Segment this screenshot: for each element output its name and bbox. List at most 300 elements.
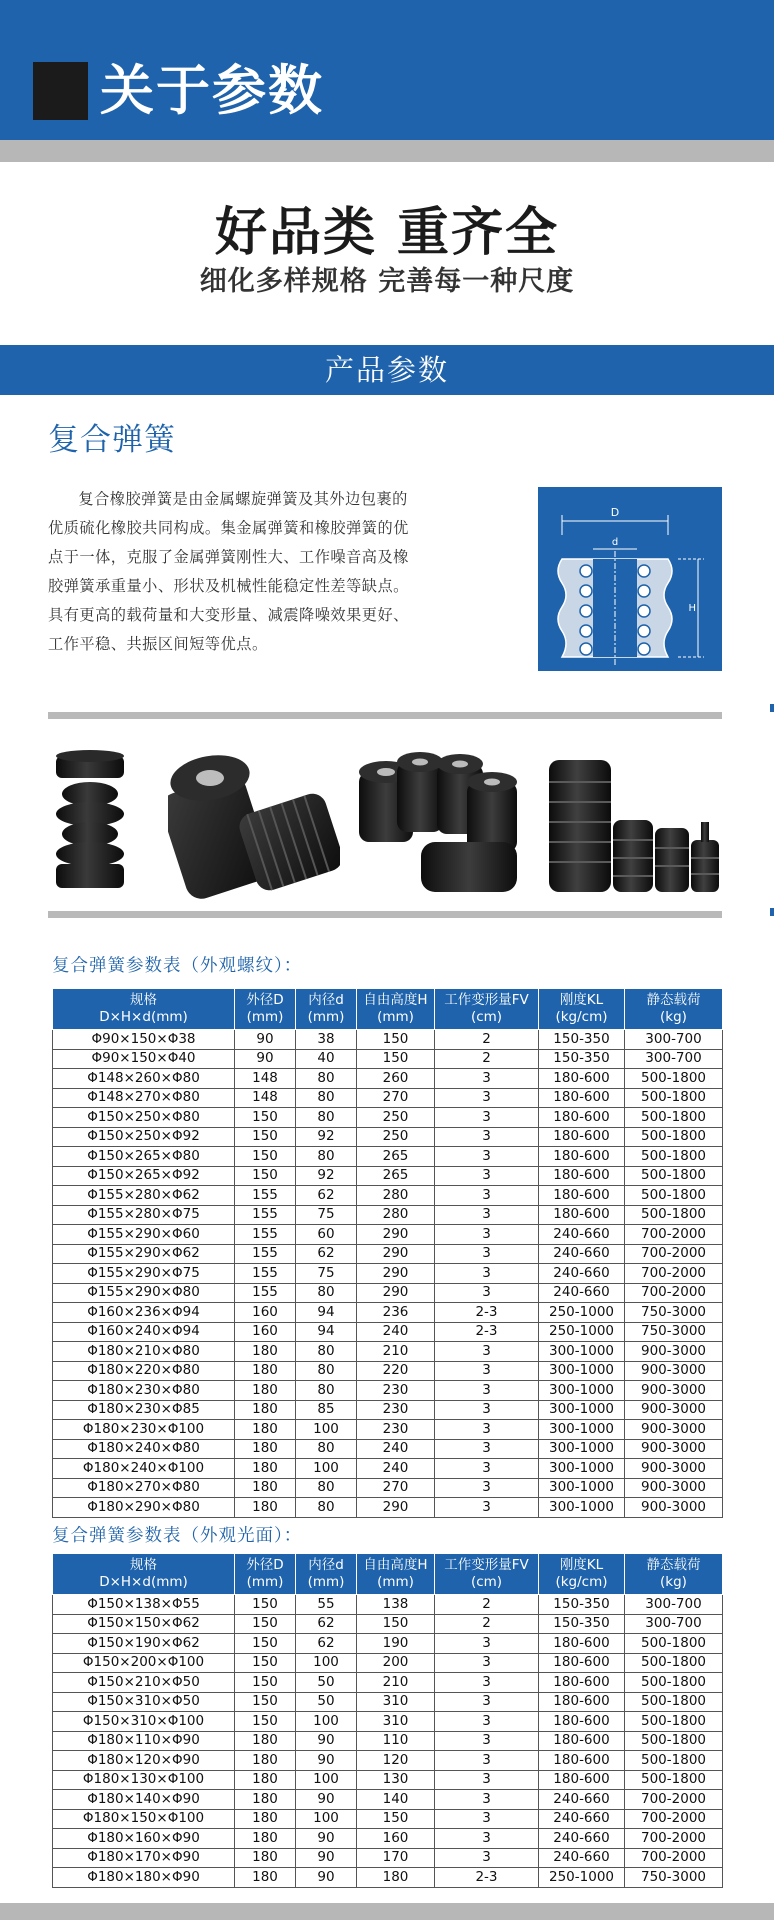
table-cell: 280: [357, 1205, 435, 1225]
table-cell: 150: [235, 1614, 296, 1634]
table-cell: 240: [357, 1459, 435, 1479]
divider-bottom: [48, 911, 722, 918]
table-cell: 290: [357, 1498, 435, 1518]
table-row: [53, 1361, 723, 1381]
table-cell: 300-1000: [539, 1478, 625, 1498]
table-cell: 3: [435, 1653, 539, 1673]
table-cell: 155: [235, 1205, 296, 1225]
product-name: 复合弹簧: [48, 422, 176, 458]
table-cell: 180-600: [539, 1731, 625, 1751]
table-cell: 290: [357, 1244, 435, 1264]
table-cell: 80: [296, 1088, 357, 1108]
table-cell: 150: [235, 1673, 296, 1693]
table-cell: 3: [435, 1829, 539, 1849]
table-cell: 180: [235, 1459, 296, 1479]
column-header: [357, 989, 435, 1030]
table-cell: 50: [296, 1692, 357, 1712]
table-cell: Φ180×160×Φ90: [53, 1829, 235, 1849]
table-cell: 80: [296, 1361, 357, 1381]
table-cell: 3: [435, 1127, 539, 1147]
table-cell: 148: [235, 1069, 296, 1089]
table-cell: 155: [235, 1264, 296, 1284]
table-cell: 92: [296, 1166, 357, 1186]
column-header-unit: (kg/cm): [555, 1009, 608, 1025]
table-cell: 150: [235, 1712, 296, 1732]
table-cell: 100: [296, 1712, 357, 1732]
table-cell: 500-1800: [625, 1205, 723, 1225]
table-cell: 500-1800: [625, 1088, 723, 1108]
column-header-title: 静态载荷: [646, 992, 701, 1008]
table-cell: 90: [235, 1049, 296, 1069]
table-cell: 3: [435, 1809, 539, 1829]
table-row: [53, 1731, 723, 1751]
table-cell: 180: [235, 1498, 296, 1518]
table-row: [53, 1420, 723, 1440]
table-cell: 3: [435, 1673, 539, 1693]
table-cell: 290: [357, 1283, 435, 1303]
table-cell: 180: [235, 1420, 296, 1440]
table-cell: 500-1800: [625, 1166, 723, 1186]
table-cell: 120: [357, 1751, 435, 1771]
table-cell: 3: [435, 1225, 539, 1245]
table-cell: 240-660: [539, 1848, 625, 1868]
column-header-unit: (mm): [307, 1009, 345, 1025]
table-cell: 3: [435, 1634, 539, 1654]
column-header: [296, 1554, 357, 1595]
table-cell: 700-2000: [625, 1790, 723, 1810]
table-cell: Φ150×210×Φ50: [53, 1673, 235, 1693]
table-cell: 180: [235, 1381, 296, 1401]
table-row: [53, 1498, 723, 1518]
table-cell: 140: [357, 1790, 435, 1810]
table-cell: Φ90×150×Φ40: [53, 1049, 235, 1069]
table-cell: 62: [296, 1634, 357, 1654]
table-cell: 900-3000: [625, 1361, 723, 1381]
table-row: [53, 1751, 723, 1771]
table-cell: 3: [435, 1166, 539, 1186]
table-cell: Φ180×220×Φ80: [53, 1361, 235, 1381]
table-cell: 150: [235, 1127, 296, 1147]
table-cell: 300-700: [625, 1614, 723, 1634]
table-row: [53, 1381, 723, 1401]
table-cell: 160: [235, 1322, 296, 1342]
table-cell: 240-660: [539, 1225, 625, 1245]
table-cell: Φ155×290×Φ75: [53, 1264, 235, 1284]
table-cell: 900-3000: [625, 1420, 723, 1440]
table-cell: 155: [235, 1186, 296, 1206]
table-cell: Φ150×150×Φ62: [53, 1614, 235, 1634]
table-cell: 310: [357, 1712, 435, 1732]
table-cell: 500-1800: [625, 1770, 723, 1790]
table-row: [53, 1225, 723, 1245]
table-cell: 240-660: [539, 1283, 625, 1303]
table-cell: 90: [296, 1790, 357, 1810]
table-cell: 750-3000: [625, 1322, 723, 1342]
table-cell: 700-2000: [625, 1848, 723, 1868]
table-cell: 900-3000: [625, 1498, 723, 1518]
table-cell: Φ180×140×Φ90: [53, 1790, 235, 1810]
table-row: [53, 1595, 723, 1615]
table-cell: 900-3000: [625, 1439, 723, 1459]
table-cell: Φ155×280×Φ75: [53, 1205, 235, 1225]
table-cell: Φ160×236×Φ94: [53, 1303, 235, 1323]
column-header-unit: (mm): [246, 1574, 284, 1590]
table-cell: 500-1800: [625, 1634, 723, 1654]
table-row: [53, 1459, 723, 1479]
table-cell: 180-600: [539, 1069, 625, 1089]
table-cell: 90: [296, 1731, 357, 1751]
table-cell: 3: [435, 1848, 539, 1868]
table-cell: Φ160×240×Φ94: [53, 1322, 235, 1342]
table-cell: 3: [435, 1186, 539, 1206]
table-cell: 240: [357, 1439, 435, 1459]
table-cell: Φ155×290×Φ80: [53, 1283, 235, 1303]
table-cell: 150: [235, 1653, 296, 1673]
table-row: [53, 1283, 723, 1303]
table-cell: Φ150×250×Φ80: [53, 1108, 235, 1128]
table-cell: 240-660: [539, 1244, 625, 1264]
table-cell: 210: [357, 1673, 435, 1693]
table-cell: 150: [357, 1030, 435, 1050]
table-cell: 3: [435, 1108, 539, 1128]
table-cell: 3: [435, 1692, 539, 1712]
table-row: [53, 1030, 723, 1050]
table-row: [53, 1127, 723, 1147]
table-cell: 2-3: [435, 1868, 539, 1888]
table-cell: 3: [435, 1400, 539, 1420]
section-bar-label: 产品参数: [324, 353, 449, 387]
table-cell: 2: [435, 1614, 539, 1634]
table-cell: 3: [435, 1790, 539, 1810]
table-cell: 250-1000: [539, 1303, 625, 1323]
table-cell: 90: [296, 1829, 357, 1849]
table-cell: Φ180×180×Φ90: [53, 1868, 235, 1888]
column-header: [357, 1554, 435, 1595]
table-cell: 85: [296, 1400, 357, 1420]
slogan-sub: 细化多样规格 完善每一种尺度: [199, 266, 575, 297]
column-header-title: 刚度KL: [559, 1557, 604, 1573]
table-cell: Φ180×230×Φ100: [53, 1420, 235, 1440]
column-header-title: 外径D: [246, 992, 284, 1008]
spring-cross-section-diagram: [538, 487, 722, 671]
table-row: [53, 1653, 723, 1673]
table-cell: 100: [296, 1459, 357, 1479]
table-cell: 180-600: [539, 1653, 625, 1673]
table-cell: Φ180×290×Φ80: [53, 1498, 235, 1518]
table-cell: 150-350: [539, 1595, 625, 1615]
table-cell: 90: [296, 1751, 357, 1771]
table-cell: 80: [296, 1147, 357, 1167]
product-photo-spring-sizes: [545, 742, 720, 900]
table-cell: Φ150×250×Φ92: [53, 1127, 235, 1147]
table-row: [53, 1770, 723, 1790]
column-header-title: 规格: [130, 992, 157, 1008]
table-cell: 300-700: [625, 1049, 723, 1069]
table-cell: 236: [357, 1303, 435, 1323]
table-cell: 230: [357, 1420, 435, 1440]
table-cell: 265: [357, 1166, 435, 1186]
column-header-unit: (cm): [470, 1574, 503, 1590]
table-cell: 3: [435, 1088, 539, 1108]
column-header: [296, 989, 357, 1030]
table-cell: 180-600: [539, 1712, 625, 1732]
table-cell: 3: [435, 1459, 539, 1479]
table-cell: 38: [296, 1030, 357, 1050]
table-cell: Φ155×290×Φ62: [53, 1244, 235, 1264]
spec-table-threaded: [52, 988, 723, 1518]
table-cell: 180-600: [539, 1186, 625, 1206]
table-cell: 2-3: [435, 1303, 539, 1323]
table-row: [53, 1692, 723, 1712]
table-cell: 900-3000: [625, 1459, 723, 1479]
table-cell: 230: [357, 1381, 435, 1401]
column-header-title: 工作变形量FV: [444, 992, 529, 1008]
column-header-title: 刚度KL: [559, 992, 604, 1008]
table-cell: 310: [357, 1692, 435, 1712]
table1-title: 复合弹簧参数表（外观螺纹）：: [52, 956, 303, 976]
table-cell: 60: [296, 1225, 357, 1245]
table-cell: 110: [357, 1731, 435, 1751]
table-cell: 150: [357, 1809, 435, 1829]
table-cell: 180-600: [539, 1166, 625, 1186]
column-header-title: 外径D: [246, 1557, 284, 1573]
column-header-unit: (mm): [307, 1574, 345, 1590]
table-cell: Φ150×200×Φ100: [53, 1653, 235, 1673]
table-cell: Φ148×270×Φ80: [53, 1088, 235, 1108]
table-cell: 3: [435, 1069, 539, 1089]
table-cell: 3: [435, 1478, 539, 1498]
table-cell: 150: [235, 1147, 296, 1167]
table-cell: 300-1000: [539, 1420, 625, 1440]
diagram-label-height: H: [688, 603, 696, 614]
table-cell: 100: [296, 1770, 357, 1790]
table-cell: 250-1000: [539, 1322, 625, 1342]
edge-tick-top: [770, 704, 774, 712]
table-cell: Φ180×130×Φ100: [53, 1770, 235, 1790]
table-cell: 150: [235, 1108, 296, 1128]
table-cell: Φ150×265×Φ92: [53, 1166, 235, 1186]
table-cell: 180: [235, 1400, 296, 1420]
table-cell: Φ150×138×Φ55: [53, 1595, 235, 1615]
table-cell: Φ180×230×Φ80: [53, 1381, 235, 1401]
table-row: [53, 1809, 723, 1829]
product-photo-spring-group: [355, 742, 521, 900]
table-row: [53, 1712, 723, 1732]
table-cell: 3: [435, 1361, 539, 1381]
table-cell: 900-3000: [625, 1381, 723, 1401]
table-cell: 250: [357, 1127, 435, 1147]
column-header-unit: (kg/cm): [555, 1574, 608, 1590]
table-cell: 150: [235, 1634, 296, 1654]
table2-title: 复合弹簧参数表（外观光面）：: [52, 1526, 303, 1546]
table-cell: 700-2000: [625, 1283, 723, 1303]
table-cell: Φ180×170×Φ90: [53, 1848, 235, 1868]
column-header-title: 规格: [130, 1557, 157, 1573]
table-cell: 80: [296, 1283, 357, 1303]
table-row: [53, 1166, 723, 1186]
slogan-main: 好品类 重齐全: [214, 203, 560, 263]
column-header-title: 自由高度H: [363, 992, 428, 1008]
table-cell: 155: [235, 1244, 296, 1264]
section-bar: [0, 345, 774, 395]
table-cell: 300-1000: [539, 1439, 625, 1459]
table-cell: 200: [357, 1653, 435, 1673]
top-grey-strip: [0, 140, 774, 162]
table-cell: 75: [296, 1205, 357, 1225]
column-header: [625, 989, 723, 1030]
column-header: [235, 1554, 296, 1595]
table-cell: 180: [235, 1478, 296, 1498]
table-row: [53, 1069, 723, 1089]
table-cell: 190: [357, 1634, 435, 1654]
table-row: [53, 1088, 723, 1108]
table-cell: 92: [296, 1127, 357, 1147]
table-cell: 700-2000: [625, 1829, 723, 1849]
column-header-unit: (kg): [660, 1574, 687, 1590]
table-cell: 148: [235, 1088, 296, 1108]
divider-top: [48, 712, 722, 719]
table-cell: 290: [357, 1264, 435, 1284]
table-cell: 240-660: [539, 1809, 625, 1829]
table-cell: Φ155×290×Φ60: [53, 1225, 235, 1245]
table-cell: 900-3000: [625, 1478, 723, 1498]
table-cell: 80: [296, 1108, 357, 1128]
column-header-unit: D×H×d(mm): [99, 1009, 188, 1025]
table-cell: 100: [296, 1653, 357, 1673]
table-cell: 3: [435, 1342, 539, 1362]
table-cell: 3: [435, 1439, 539, 1459]
table-cell: 750-3000: [625, 1303, 723, 1323]
table-cell: 160: [357, 1829, 435, 1849]
table-row: [53, 1868, 723, 1888]
table-cell: 75: [296, 1264, 357, 1284]
table-cell: 3: [435, 1381, 539, 1401]
table-cell: 300-1000: [539, 1400, 625, 1420]
table-cell: 260: [357, 1069, 435, 1089]
table-cell: 150: [235, 1692, 296, 1712]
table-cell: 40: [296, 1049, 357, 1069]
table-cell: 3: [435, 1751, 539, 1771]
table-cell: 500-1800: [625, 1673, 723, 1693]
table-header-row: [53, 989, 723, 1030]
table-cell: 290: [357, 1225, 435, 1245]
table-cell: 700-2000: [625, 1244, 723, 1264]
column-header-title: 内径d: [308, 1557, 344, 1573]
table-cell: 700-2000: [625, 1809, 723, 1829]
table-row: [53, 1147, 723, 1167]
table-row: [53, 1049, 723, 1069]
table-cell: 90: [296, 1848, 357, 1868]
table-cell: 500-1800: [625, 1751, 723, 1771]
top-banner: [0, 0, 774, 140]
table-cell: 150: [235, 1595, 296, 1615]
table-cell: 170: [357, 1848, 435, 1868]
column-header: [435, 989, 539, 1030]
table-cell: Φ180×270×Φ80: [53, 1478, 235, 1498]
table-cell: 300-700: [625, 1595, 723, 1615]
table-cell: 500-1800: [625, 1731, 723, 1751]
table-cell: 100: [296, 1809, 357, 1829]
table-cell: 2-3: [435, 1322, 539, 1342]
table-row: [53, 1264, 723, 1284]
table-cell: 90: [235, 1030, 296, 1050]
table-cell: 150: [357, 1049, 435, 1069]
column-header-unit: (mm): [377, 1009, 414, 1025]
table-cell: Φ180×230×Φ85: [53, 1400, 235, 1420]
table-cell: Φ90×150×Φ38: [53, 1030, 235, 1050]
table-cell: 500-1800: [625, 1712, 723, 1732]
table-row: [53, 1829, 723, 1849]
table-cell: 500-1800: [625, 1108, 723, 1128]
table-cell: 2: [435, 1030, 539, 1050]
table-cell: Φ180×240×Φ80: [53, 1439, 235, 1459]
table-cell: 180: [235, 1848, 296, 1868]
table-row: [53, 1848, 723, 1868]
table-cell: 180: [357, 1868, 435, 1888]
table-cell: Φ150×265×Φ80: [53, 1147, 235, 1167]
table-cell: 220: [357, 1361, 435, 1381]
table-cell: 80: [296, 1478, 357, 1498]
table-cell: 500-1800: [625, 1147, 723, 1167]
table-cell: 250: [357, 1108, 435, 1128]
table-row: [53, 1400, 723, 1420]
column-header-unit: (kg): [660, 1009, 687, 1025]
table-cell: Φ180×240×Φ100: [53, 1459, 235, 1479]
table-cell: 94: [296, 1303, 357, 1323]
table-cell: 500-1800: [625, 1692, 723, 1712]
column-header: [53, 1554, 235, 1595]
table-cell: 250-1000: [539, 1868, 625, 1888]
table-cell: 180-600: [539, 1147, 625, 1167]
table-cell: 180: [235, 1868, 296, 1888]
table-cell: 80: [296, 1069, 357, 1089]
bottom-grey-strip: [0, 1903, 774, 1920]
table-cell: 3: [435, 1770, 539, 1790]
table-row: [53, 1108, 723, 1128]
column-header-unit: (cm): [470, 1009, 503, 1025]
table-cell: Φ180×110×Φ90: [53, 1731, 235, 1751]
table-cell: 300-1000: [539, 1498, 625, 1518]
table-cell: 3: [435, 1244, 539, 1264]
table-cell: 130: [357, 1770, 435, 1790]
table-cell: 180: [235, 1829, 296, 1849]
table-cell: 280: [357, 1186, 435, 1206]
table-cell: 80: [296, 1439, 357, 1459]
table-cell: 700-2000: [625, 1264, 723, 1284]
table-cell: 180-600: [539, 1673, 625, 1693]
table-cell: 3: [435, 1498, 539, 1518]
table-header-row: [53, 1554, 723, 1595]
table-cell: 240-660: [539, 1264, 625, 1284]
table-cell: 180-600: [539, 1634, 625, 1654]
table-cell: 180-600: [539, 1692, 625, 1712]
column-header: [235, 989, 296, 1030]
table-cell: 500-1800: [625, 1069, 723, 1089]
diagram-label-outer: D: [610, 506, 620, 519]
table-row: [53, 1186, 723, 1206]
column-header-title: 静态载荷: [646, 1557, 701, 1573]
table-cell: 210: [357, 1342, 435, 1362]
product-description: 复合橡胶弹簧是由金属螺旋弹簧及其外边包裹的优质硫化橡胶共同构成。集金属弹簧和橡胶弹簧的优点于一体，克服了金属弹簧刚性大、工作噪音高及橡胶弹簧承重量小、形状及机械性能稳定性差等缺点。具有更高的载荷量和大变形量、减震降噪效果更好、工作平稳、共振区间短等优点。: [48, 490, 409, 653]
table-cell: 900-3000: [625, 1342, 723, 1362]
table-cell: 2: [435, 1049, 539, 1069]
column-header-title: 自由高度H: [363, 1557, 428, 1573]
table-cell: 750-3000: [625, 1868, 723, 1888]
table-row: [53, 1244, 723, 1264]
table-cell: 62: [296, 1614, 357, 1634]
table-row: [53, 1205, 723, 1225]
table-cell: 155: [235, 1283, 296, 1303]
